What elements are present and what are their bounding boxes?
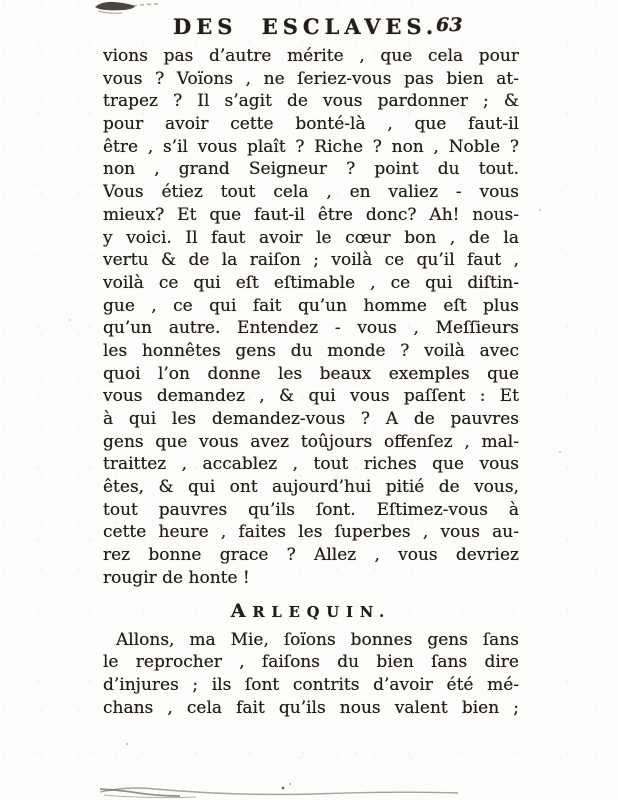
text-line: vous ? Voïons , ne ſeriez-vous pas bien at- <box>103 68 519 89</box>
text-line: traittez , accablez , tout riches que vous <box>103 454 519 475</box>
text-line: pour avoir cette bonté-là , que faut-il <box>103 114 519 135</box>
text-line: être , s’il vous plaît ? Riche ? non , Noble ? <box>103 136 519 157</box>
page-number: 63 <box>436 14 463 36</box>
text-line: Allons, ma Mie, ſoïons bonnes gens ſans <box>116 629 519 650</box>
text-line: gue , ce qui fait qu’un homme eſt plus <box>103 295 519 316</box>
text-line: gens que vous avez toûjours offenſez , mal- <box>103 431 519 452</box>
text-line: vions pas d’autre mérite , que cela pour <box>103 46 519 66</box>
text-line: rougir de honte ! <box>103 567 250 588</box>
text-line: cette heure , faites les ſuperbes , vous au- <box>103 522 519 543</box>
text-line: y voici. Il faut avoir le cœur bon , de la <box>103 227 519 248</box>
speaker-heading-arlequin: ARLEQUIN. <box>230 599 392 622</box>
text-line: Vous étiez tout cela , en valiez - vous <box>103 182 519 203</box>
text-block <box>103 45 519 719</box>
text-line: non , grand Seigneur ? point du tout. <box>103 159 519 180</box>
text-line: les honnêtes gens du monde ? voilà avec <box>103 340 519 361</box>
paragraph-arlequin <box>103 629 519 720</box>
text-line: trapez ? Il s’agit de vous pardonner ; & <box>103 91 519 112</box>
smudge-top-left-icon <box>95 2 160 13</box>
text-line: voilà ce qui eſt eſtimable , ce qui diſtin- <box>103 272 519 293</box>
text-line: rez bonne grace ? Allez , vous devriez <box>103 545 519 566</box>
page-curl-line <box>100 788 458 798</box>
text-line: êtes, & qui ont aujourd’hui pitié de vous, <box>103 477 519 498</box>
text-line: vertu & de la raiſon ; voilà ce qu’il faut , <box>103 250 519 271</box>
text-line: tout pauvres qu’ils ſont. Eſtimez-vous à <box>103 499 519 520</box>
text-line: chans , cela fait qu’ils nous valent bien ; <box>103 697 519 718</box>
text-line: d’injures ; ils ſont contrits d’avoir été mé- <box>103 674 519 695</box>
paragraph-trivelin <box>103 45 519 590</box>
text-line: à qui les demandez-vous ? A de pauvres <box>103 409 519 429</box>
text-line: quoi l’on donne les beaux exemples que <box>103 363 519 384</box>
text-line: vous demandez , & qui vous paſſent : Et <box>103 386 519 407</box>
text-line: qu’un autre. Entendez - vous , Meſſieurs <box>103 318 519 339</box>
text-line: mieux? Et que faut-il être donc? Ah! nous- <box>103 204 519 225</box>
text-line: le reprocher , faiſons du bien ſans dire <box>103 652 519 673</box>
running-header-title: DES ESCLAVES. <box>173 14 439 39</box>
